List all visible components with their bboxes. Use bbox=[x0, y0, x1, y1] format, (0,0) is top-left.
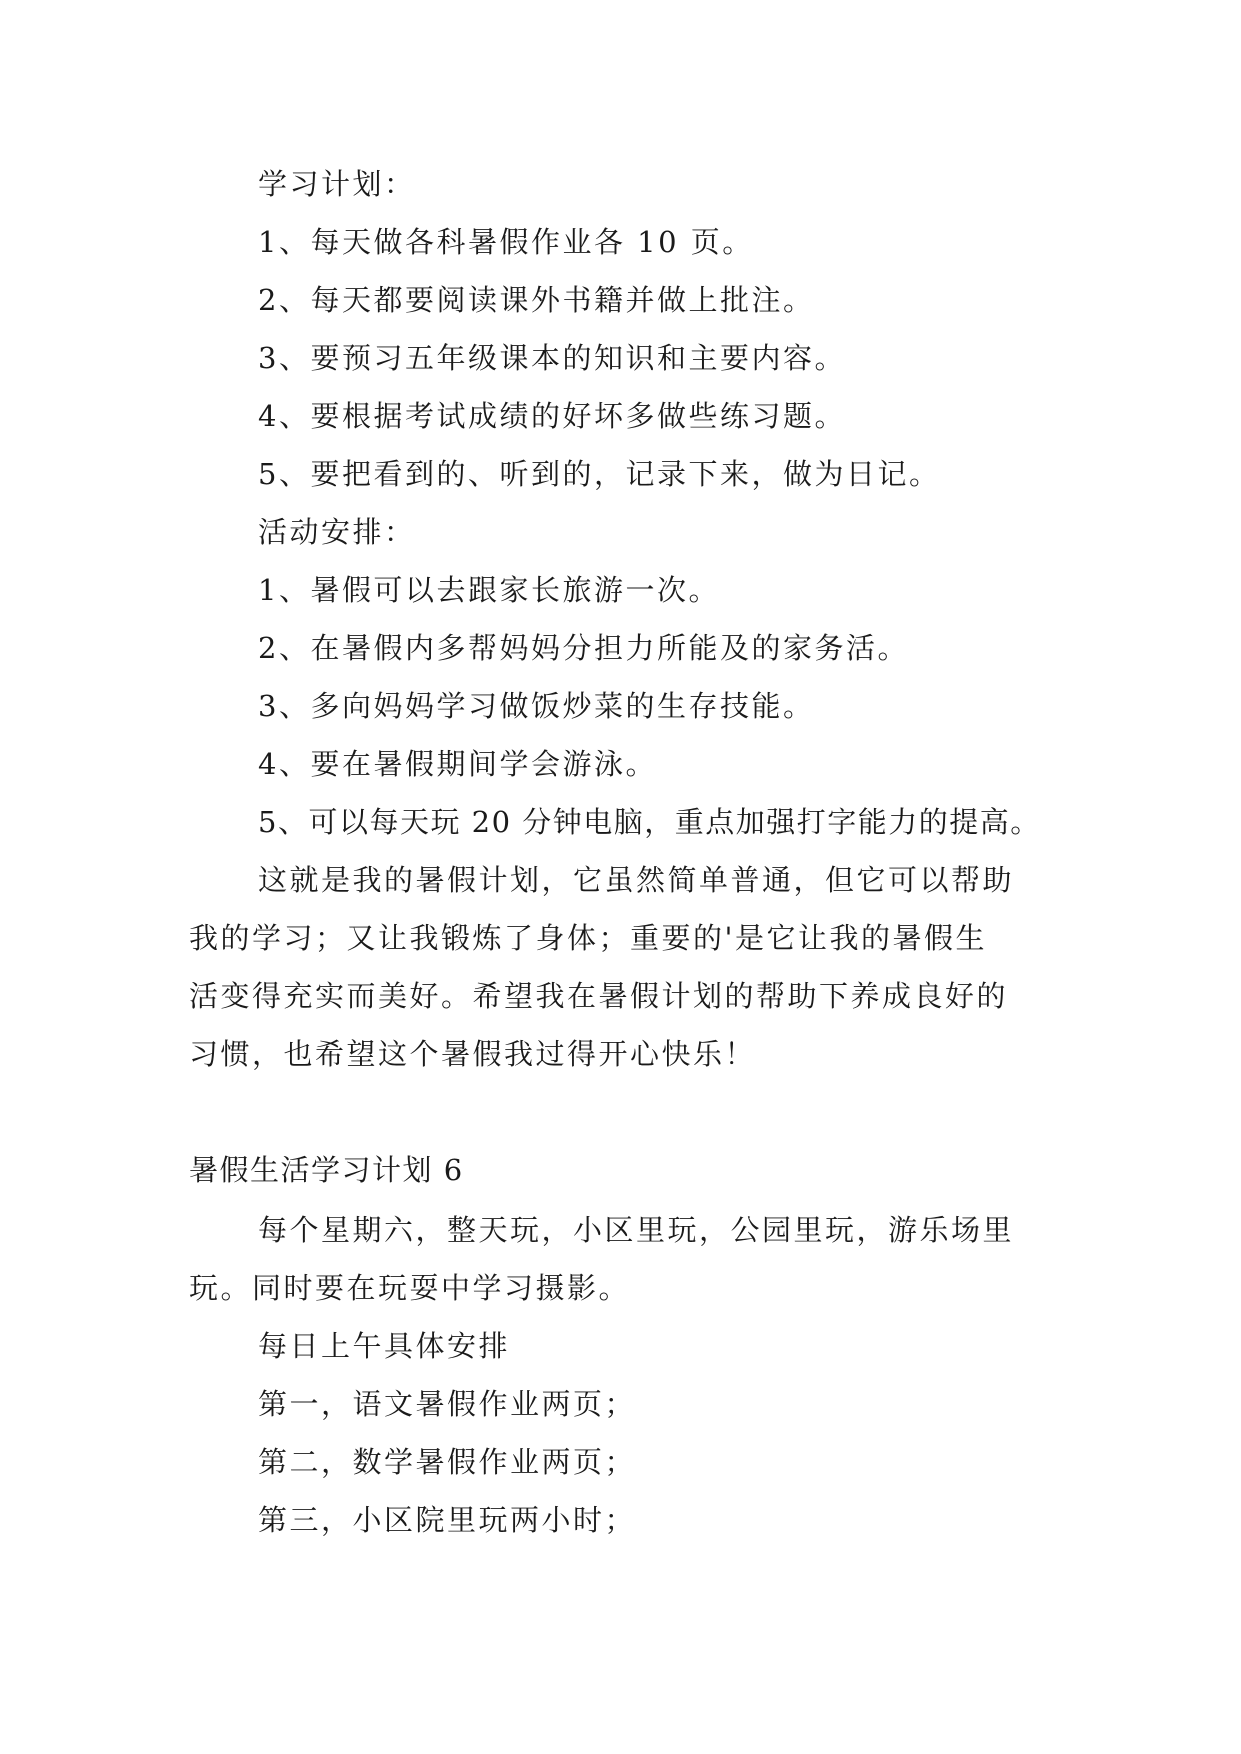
study-plan-item: 2、每天都要阅读课外书籍并做上批注。 bbox=[258, 283, 815, 317]
activity-item: 4、要在暑假期间学会游泳。 bbox=[258, 747, 657, 781]
section-title: 暑假生活学习计划 6 bbox=[189, 1153, 464, 1187]
activity-item: 2、在暑假内多帮妈妈分担力所能及的家务活。 bbox=[258, 631, 909, 665]
study-plan-item: 4、要根据考试成绩的好坏多做些练习题。 bbox=[258, 399, 846, 433]
section-intro-line: 每个星期六，整天玩，小区里玩，公园里玩，游乐场里 bbox=[258, 1213, 1015, 1247]
study-plan-item: 1、每天做各科暑假作业各 10 页。 bbox=[258, 225, 754, 259]
daily-schedule-item: 第三，小区院里玩两小时； bbox=[258, 1503, 637, 1537]
conclusion-line: 我的学习；又让我锻炼了身体；重要的'是它让我的暑假生 bbox=[189, 921, 987, 955]
activity-item: 1、暑假可以去跟家长旅游一次。 bbox=[258, 573, 720, 607]
daily-schedule-item: 第二，数学暑假作业两页； bbox=[258, 1445, 637, 1479]
activity-item: 5、可以每天玩 20 分钟电脑，重点加强打字能力的提高。 bbox=[258, 805, 1041, 839]
daily-schedule-item: 第一，语文暑假作业两页； bbox=[258, 1387, 637, 1421]
section-intro-line: 玩。同时要在玩耍中学习摄影。 bbox=[189, 1271, 631, 1305]
study-plan-item: 5、要把看到的、听到的，记录下来，做为日记。 bbox=[258, 457, 941, 491]
activities-heading: 活动安排： bbox=[258, 515, 416, 549]
study-plan-heading: 学习计划： bbox=[258, 167, 416, 201]
conclusion-line: 这就是我的暑假计划，它虽然简单普通，但它可以帮助 bbox=[258, 863, 1015, 897]
conclusion-line: 活变得充实而美好。希望我在暑假计划的帮助下养成良好的 bbox=[189, 979, 1009, 1013]
daily-schedule-heading: 每日上午具体安排 bbox=[258, 1329, 511, 1363]
activity-item: 3、多向妈妈学习做饭炒菜的生存技能。 bbox=[258, 689, 815, 723]
study-plan-item: 3、要预习五年级课本的知识和主要内容。 bbox=[258, 341, 846, 375]
conclusion-line: 习惯，也希望这个暑假我过得开心快乐！ bbox=[189, 1037, 757, 1071]
